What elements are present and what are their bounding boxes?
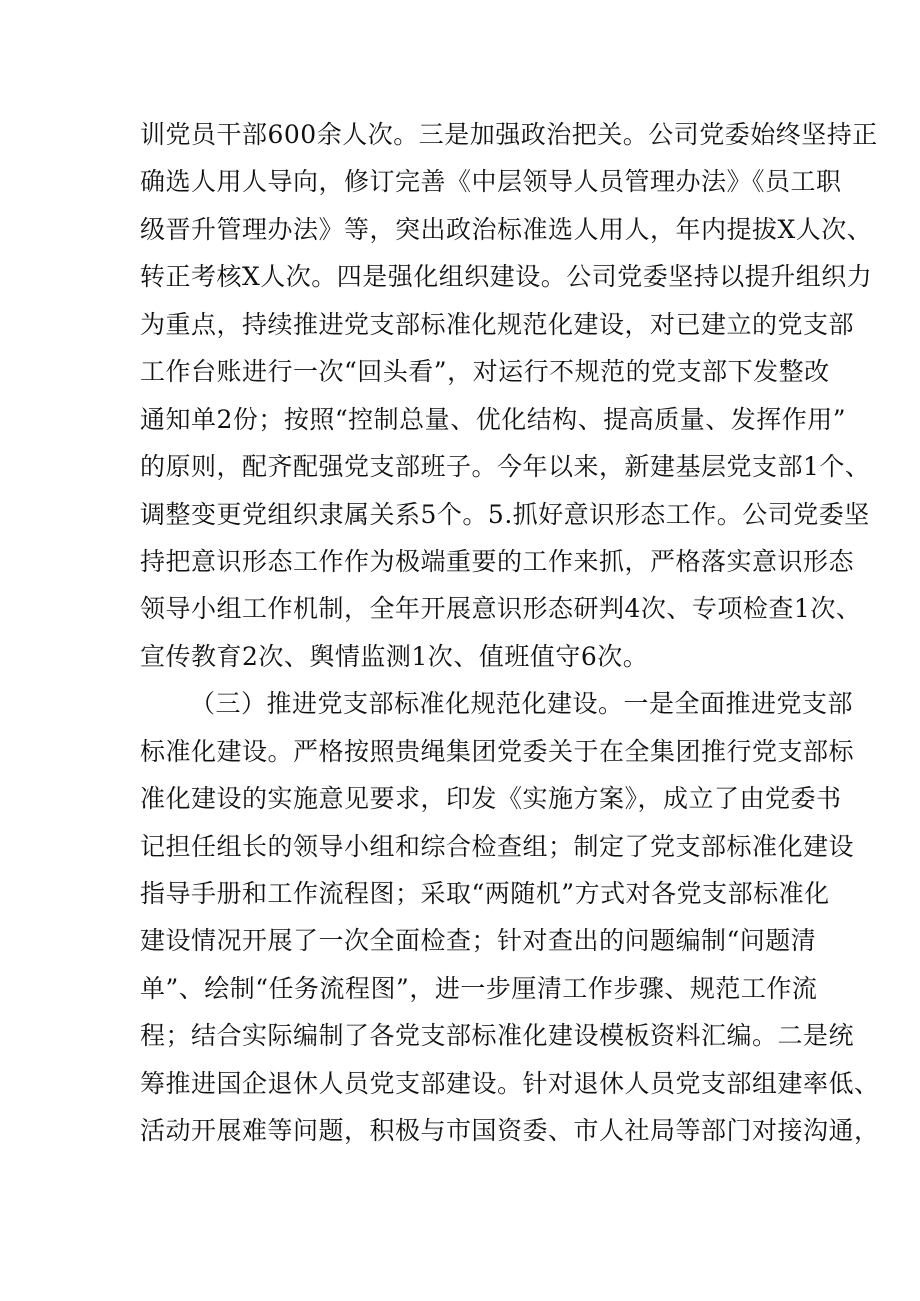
text-line: 建设情况开展了一次全面检查；针对查出的问题编制“问题清 bbox=[140, 926, 817, 956]
text-line: 标准化建设。严格按照贵绳集团党委关于在全集团推行党支部标 bbox=[140, 736, 855, 766]
text-line: 持把意识形态工作作为极端重要的工作来抓，严格落实意识形态 bbox=[140, 546, 855, 576]
text-line: 记担任组长的领导小组和综合检查组；制定了党支部标准化建设 bbox=[140, 831, 855, 861]
text-line: 转正考核X人次。四是强化组织建设。公司党委坚持以提升组织力 bbox=[140, 262, 873, 292]
paragraph-end-line: 宣传教育2次、舆情监测1次、值班值守6次。 bbox=[140, 641, 649, 671]
text-line: 领导小组工作机制，全年开展意识形态研判4次、专项检查1次、 bbox=[140, 594, 862, 624]
text-line: 级晋升管理办法》等，突出政治标准选人用人，年内提拔X人次、 bbox=[140, 214, 873, 244]
body-text bbox=[140, 111, 880, 1155]
text-line: 的原则，配齐配强党支部班子。今年以来，新建基层党支部1个、 bbox=[140, 452, 871, 482]
text-line: 通知单2份；按照“控制总量、优化结构、提高质量、发挥作用” bbox=[140, 404, 846, 434]
text-line: 确选人用人导向，修订完善《中层领导人员管理办法》《员工职 bbox=[140, 167, 842, 197]
text-line: 单”、绘制“任务流程图”，进一步厘清工作步骤、规范工作流 bbox=[140, 973, 818, 1003]
text-line: 活动开展难等问题，积极与市国资委、市人社局等部门对接沟通， bbox=[140, 1116, 880, 1146]
text-line: 准化建设的实施意见要求，印发《实施方案》，成立了由党委书 bbox=[140, 784, 842, 814]
text-line: 工作台账进行一次“回头看”，对运行不规范的党支部下发整改 bbox=[140, 357, 830, 387]
text-line: 调整变更党组织隶属关系5个。5.抓好意识形态工作。公司党委坚 bbox=[140, 499, 870, 529]
text-line: 筹推进国企退休人员党支部建设。针对退休人员党支部组建率低、 bbox=[140, 1068, 880, 1098]
text-line: 程；结合实际编制了各党支部标准化建设模板资料汇编。二是统 bbox=[140, 1021, 855, 1051]
text-line: 训党员干部600余人次。三是加强政治把关。公司党委始终坚持正 bbox=[140, 120, 878, 149]
paragraph-first-line: （三）推进党支部标准化规范化建设。一是全面推进党支部 bbox=[190, 689, 854, 719]
text-line: 指导手册和工作流程图；采取“两随机”方式对各党支部标准化 bbox=[140, 879, 830, 908]
text-line: 为重点，持续推进党支部标准化规范化建设，对已建立的党支部 bbox=[140, 309, 855, 339]
